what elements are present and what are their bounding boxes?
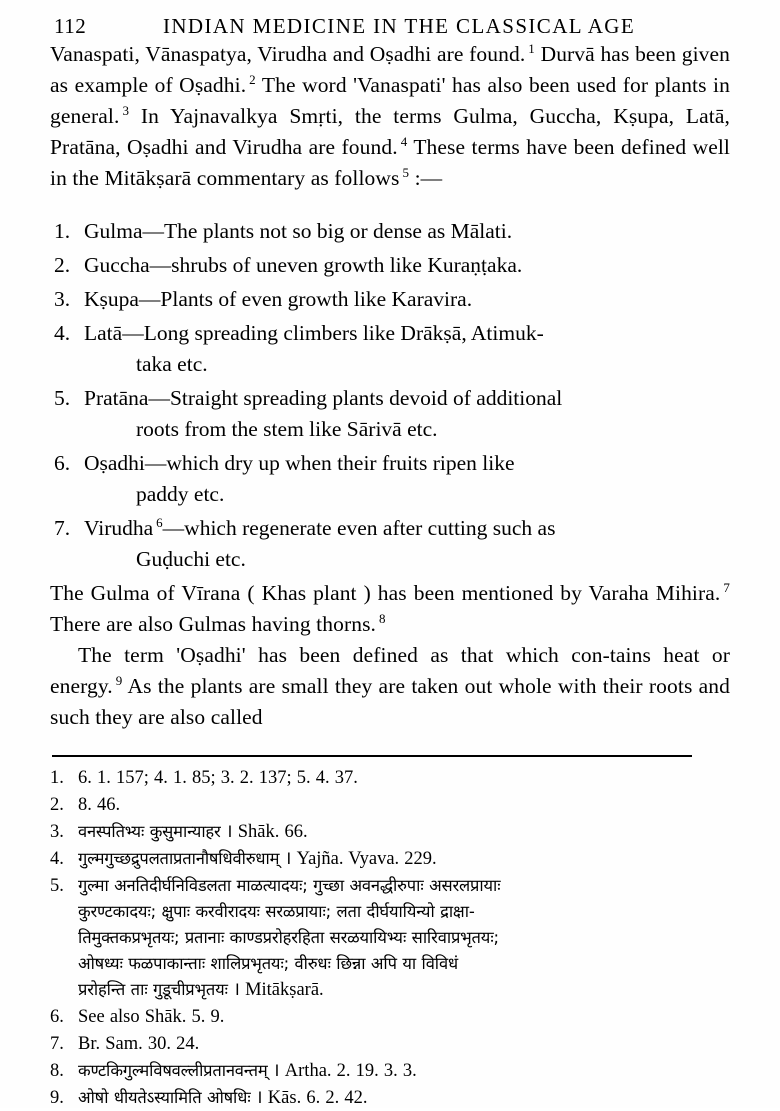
footnote-item xyxy=(50,1031,730,1057)
page-header xyxy=(0,0,780,39)
para3-run-2: As the plants are small they are taken out whole with their roots and such they are also called xyxy=(50,674,730,729)
intro-run-1: Vanaspati, Vānaspatya, Virudha and Oṣadhi are found. xyxy=(50,42,526,66)
footnote-text: Br. Sam. 30. 24. xyxy=(78,1034,200,1054)
list-item xyxy=(50,318,730,380)
list-item-line-2: paddy etc. xyxy=(136,482,225,506)
para2-run-2: There are also Gulmas having thorns. xyxy=(50,612,377,636)
list-item-line-2: Guḍuchi etc. xyxy=(136,547,246,571)
footnote-item xyxy=(50,1004,730,1030)
para2-run-1: The Gulma of Vīrana ( Khas plant ) has been mentioned by Varaha Mihira. xyxy=(50,581,721,605)
paragraph-osadhi-term xyxy=(50,640,730,733)
footnote-number: 9. xyxy=(50,1088,64,1108)
list-item-line-1: Oṣadhi—which dry up when their fruits ripen like xyxy=(84,451,515,475)
intro-run-4: In Yajnavalkya Smṛti, the terms Gulma, Guccha, Kṣupa, Latā, Pratāna, Oṣadhi and Virudha are found. xyxy=(50,104,730,159)
list-item-line-1: Latā—Long spreading climbers like Drākṣā, Atimuk- xyxy=(84,321,544,345)
footnote-item xyxy=(50,792,730,818)
list-item xyxy=(50,250,730,281)
list-item xyxy=(50,284,730,315)
footnote-devanagari-line: प्ररोहन्ति ताः गुडूचीप्रभृतयः xyxy=(78,980,228,999)
list-item-line-2: roots from the stem like Sārivā etc. xyxy=(136,417,438,441)
footnote-latin: । Kās. 6. 2. 42. xyxy=(250,1088,368,1108)
intro-run-6: :— xyxy=(409,166,443,190)
footnote-text: 6. 1. 157; 4. 1. 85; 3. 2. 137; 5. 4. 37. xyxy=(78,768,358,788)
footnote-number: 3. xyxy=(50,822,64,842)
footnote-text: 8. 46. xyxy=(78,795,121,815)
list-item-text: Kṣupa—Plants of even growth like Karavira. xyxy=(84,287,473,311)
list-item-text: Guccha—shrubs of uneven growth like Kuraṇṭaka. xyxy=(84,253,523,277)
footnote-devanagari-line: तिमुक्तकप्रभृतयः; प्रतानाः काण्डप्ररोहरहिता सरळयायिभ्यः सारिवाप्रभृतयः; xyxy=(78,928,499,947)
footnote-ref-2: 2 xyxy=(249,71,256,87)
list-item-text xyxy=(84,448,730,510)
footnote-devanagari: गुल्मगुच्छद्रुपलताप्रतानौषधिवीरुधाम् xyxy=(78,849,280,868)
footnote-ref-5: 5 xyxy=(402,164,410,180)
list-item-number: 5. xyxy=(54,386,71,410)
running-title: INDIAN MEDICINE IN THE CLASSICAL AGE xyxy=(162,14,636,38)
footnote-item xyxy=(50,873,730,1003)
list-item-number: 6. xyxy=(54,451,71,475)
footnote-text xyxy=(78,1058,730,1084)
footnote-latin: । Artha. 2. 19. 3. 3. xyxy=(267,1061,417,1081)
footnote-text xyxy=(78,873,730,1003)
footnote-text: See also Shāk. 5. 9. xyxy=(78,1007,225,1027)
footnote-devanagari-line: ओषध्यः फळपाकान्ताः शालिप्रभृतयः; वीरुधः छिन्ना अपि या विविधं xyxy=(78,954,458,973)
footnote-item xyxy=(50,765,730,791)
list-item-number: 1. xyxy=(54,219,71,243)
footnote-item xyxy=(50,1058,730,1084)
footnote-ref-3: 3 xyxy=(122,102,130,118)
footnote-item xyxy=(50,1085,730,1111)
footnote-text xyxy=(78,819,730,845)
page-body xyxy=(0,39,780,1111)
footnote-ref-9: 9 xyxy=(115,672,123,688)
list-item-line-1: Pratāna—Straight spreading plants devoid of additional xyxy=(84,386,563,410)
list-item-text: Gulma—The plants not so big or dense as Mālati. xyxy=(84,219,513,243)
para3-run-1: The term 'Oṣadhi' has been defined as that which con-tains heat or energy. xyxy=(50,643,730,698)
intro-run-2: Durvā has been given as example of Oṣadhi. xyxy=(50,42,730,97)
footnote-text xyxy=(78,846,730,872)
footnote-ref-7: 7 xyxy=(723,579,730,595)
footnote-latin: । Mitākṣarā. xyxy=(227,980,324,1000)
footnote-ref-8: 8 xyxy=(379,610,386,626)
definition-list xyxy=(50,216,730,575)
intro-run-5: These terms have been defined well in the Mitākṣarā commentary as follows xyxy=(50,135,730,190)
intro-paragraph xyxy=(50,39,730,194)
footnote-rule xyxy=(52,755,692,757)
footnote-number: 8. xyxy=(50,1061,64,1081)
list-item-line-2: taka etc. xyxy=(136,352,208,376)
intro-run-3: The word 'Vanaspati' has also been used for plants in general. xyxy=(50,73,730,128)
footnote-number: 1. xyxy=(50,768,64,788)
footnote-ref-4: 4 xyxy=(400,133,408,149)
footnote-ref-1: 1 xyxy=(528,40,535,56)
footnote-text xyxy=(78,1085,730,1111)
footnote-item xyxy=(50,819,730,845)
list-item-number: 7. xyxy=(54,516,71,540)
list-item-number: 4. xyxy=(54,321,71,345)
page-number: 112 xyxy=(54,14,87,38)
footnote-item xyxy=(50,846,730,872)
footnote-devanagari-line: गुल्मा अनतिदीर्घनिविडलता माळत्यादयः; गुच्छा अवनद्धीरुपाः असरलप्रायाः xyxy=(78,876,501,895)
list-item-line-1a: Virudha xyxy=(84,516,154,540)
footnote-latin: । Yajña. Vyava. 229. xyxy=(279,849,437,869)
list-item xyxy=(50,448,730,510)
footnote-number: 2. xyxy=(50,795,64,815)
footnote-ref-6: 6 xyxy=(156,514,163,530)
list-item xyxy=(50,513,730,575)
footnote-devanagari-line: कुरण्टकादयः; क्षुपाः करवीरादयः सरळप्रायाः; लता दीर्घयायिन्यो द्राक्षा- xyxy=(78,902,475,921)
list-item-number: 3. xyxy=(54,287,71,311)
list-item-text xyxy=(84,318,730,380)
footnote-devanagari: वनस्पतिभ्यः कुसुमान्याहर xyxy=(78,822,221,841)
footnote-devanagari: ओषो धीयतेऽस्यामिति ओषधिः xyxy=(78,1088,251,1107)
list-item-text xyxy=(84,383,730,445)
list-item-text xyxy=(84,513,730,575)
footnote-list xyxy=(50,765,730,1111)
list-item-line-1b: —which regenerate even after cutting such as xyxy=(162,516,556,540)
footnote-number: 6. xyxy=(50,1007,64,1027)
footnote-number: 5. xyxy=(50,876,64,896)
footnote-devanagari: कण्टकिगुल्मविषवल्लीप्रतानवन्तम् xyxy=(78,1061,268,1080)
paragraph-gulma-virana xyxy=(50,578,730,640)
footnote-number: 7. xyxy=(50,1034,64,1054)
list-item-number: 2. xyxy=(54,253,71,277)
list-item xyxy=(50,383,730,445)
footnote-latin: । Shāk. 66. xyxy=(220,822,308,842)
footnote-number: 4. xyxy=(50,849,64,869)
list-item xyxy=(50,216,730,247)
